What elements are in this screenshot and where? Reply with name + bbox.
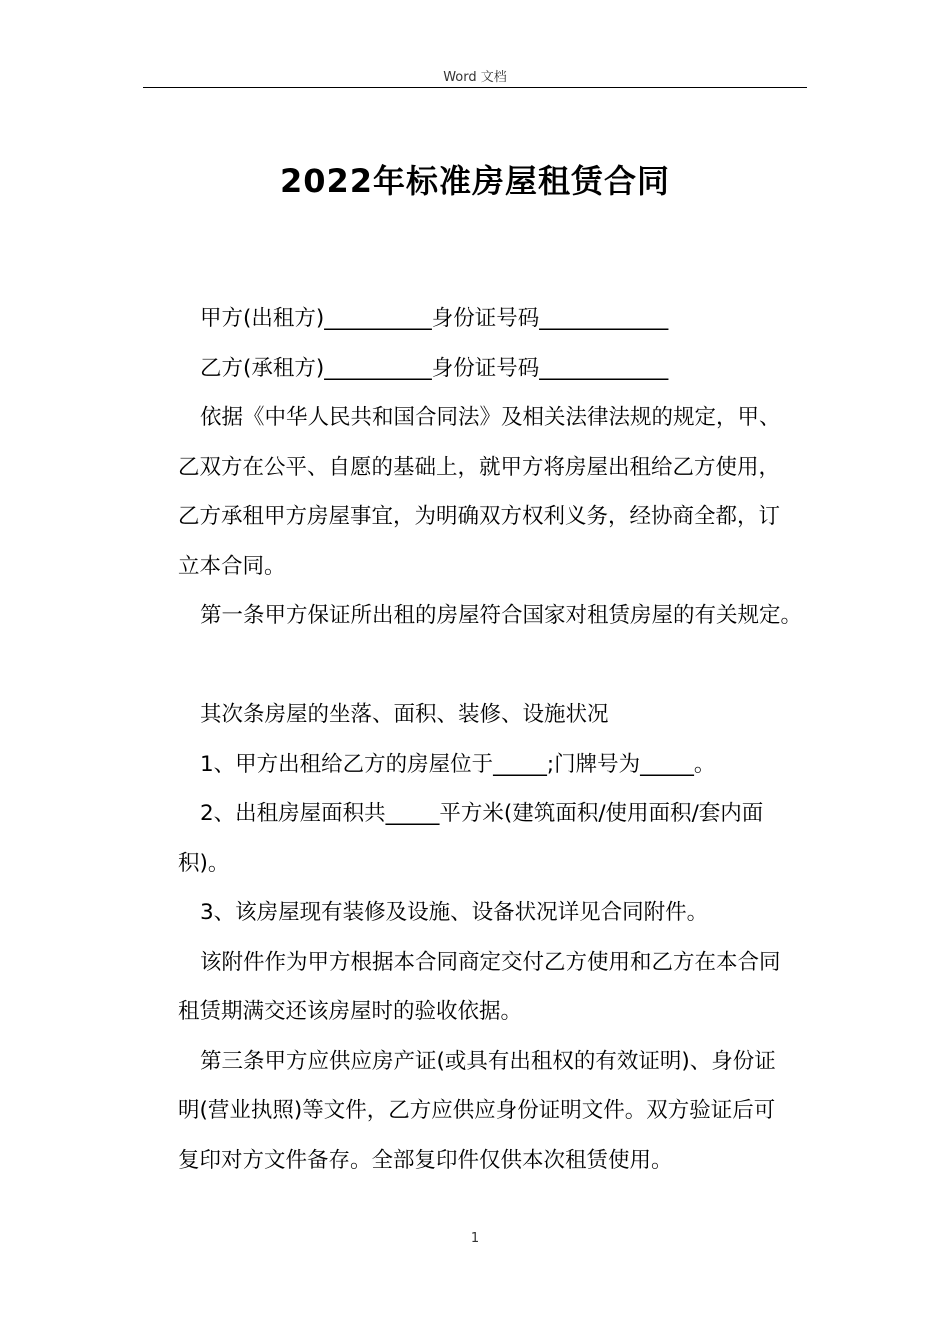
paragraph-gap [178, 641, 818, 691]
article-3-line: 明(营业执照)等文件，乙方应供应身份证明文件。双方验证后可 [178, 1098, 776, 1123]
page-header-label: Word 文档 [443, 70, 507, 85]
article-2-item-3: 3、该房屋现有装修及设施、设备状况详见合同附件。 [200, 900, 709, 925]
document-body [178, 294, 818, 1185]
article-1-line: 第一条甲方保证所出租的房屋符合国家对租赁房屋的有关规定。 [200, 603, 803, 628]
article-2-heading: 其次条房屋的坐落、面积、装修、设施状况 [200, 702, 609, 727]
preamble-line: 乙双方在公平、自愿的基础上，就甲方将房屋出租给乙方使用， [178, 454, 781, 480]
article-2-item-1: 1、甲方出租给乙方的房屋位于_____;门牌号为_____。 [200, 751, 716, 777]
preamble-line: 立本合同。 [178, 553, 286, 579]
article-3-line: 第三条甲方应供应房产证(或具有出租权的有效证明)、身份证 [200, 1048, 776, 1074]
header-rule [143, 87, 807, 88]
document-title: 2022年标准房屋租赁合同 [279, 162, 671, 200]
party-a-line: 甲方(出租方)__________身份证号码____________ [200, 306, 669, 331]
article-2-item-2: 2、出租房屋面积共_____平方米(建筑面积/使用面积/套内面 [200, 801, 764, 826]
party-b-line: 乙方(承租方)__________身份证号码____________ [200, 355, 669, 381]
preamble-line: 乙方承租甲方房屋事宜，为明确双方权利义务，经协商全都，订 [178, 504, 781, 529]
appendix-note-line: 该附件作为甲方根据本合同商定交付乙方使用和乙方在本合同 [200, 949, 781, 975]
preamble-line: 依据《中华人民共和国合同法》及相关法律法规的规定，甲、 [200, 405, 781, 430]
article-2-item-2-cont: 积)。 [178, 850, 230, 876]
appendix-note-line: 租赁期满交还该房屋时的验收依据。 [178, 999, 523, 1024]
page-number: 1 [470, 1231, 480, 1246]
article-3-line: 复印对方文件备存。全部复印件仅供本次租赁使用。 [178, 1147, 673, 1173]
